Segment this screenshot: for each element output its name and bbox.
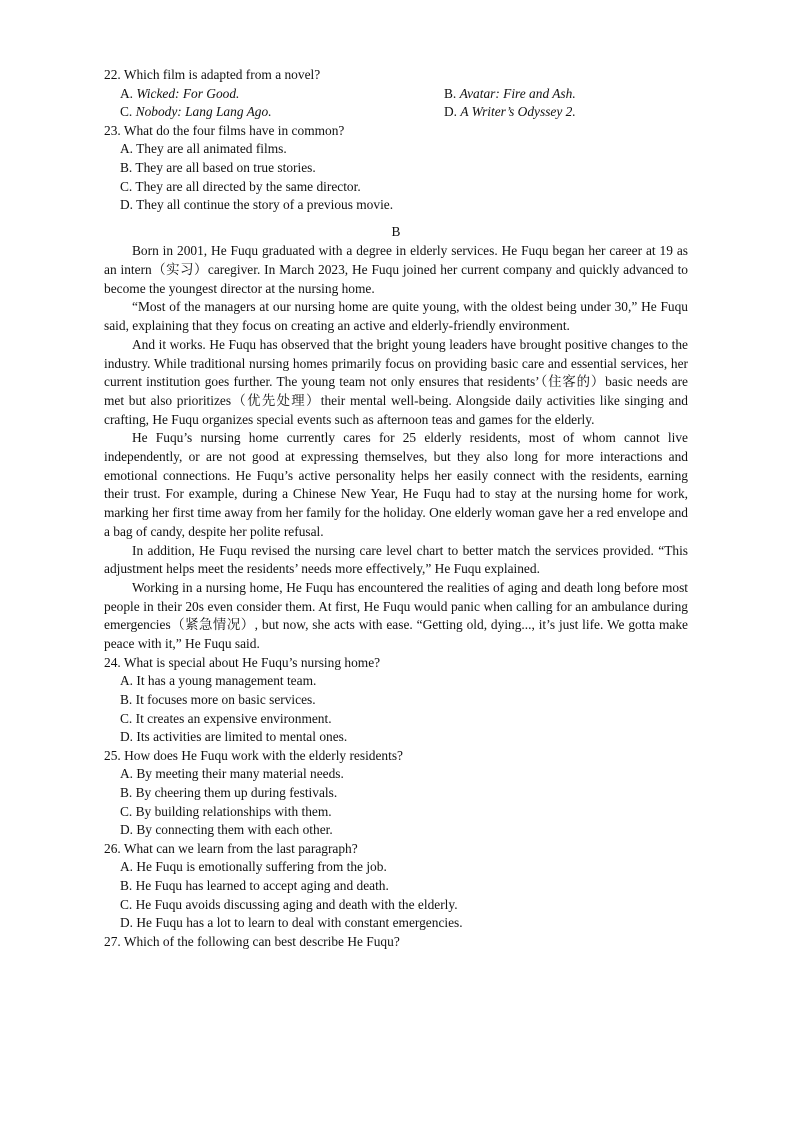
question-23-option-d[interactable]: D. They all continue the story of a previous movie. xyxy=(120,197,394,213)
question-24-option-d[interactable]: D. Its activities are limited to mental ones. xyxy=(120,729,348,745)
question-26-option-b[interactable]: B. He Fuqu has learned to accept aging and death. xyxy=(120,877,389,893)
question-24-option-b[interactable]: B. It focuses more on basic services. xyxy=(120,692,316,707)
question-26-option-d[interactable]: D. He Fuqu has a lot to learn to deal with constant emergencies. xyxy=(120,915,463,931)
passage-paragraph: Working in a nursing home, He Fuqu has encountered the realities of aging and death long before most people in their 20s even consider them. At first, He Fuqu would panic when calling for an ambulance during emergencies（紧急情况）, but now, she acts with ease. “Getting old, dying..., it’s just life. We gotta make peace with it,” He Fuqu said. xyxy=(104,580,688,652)
question-24-option-c[interactable]: C. It creates an expensive environment. xyxy=(120,710,332,726)
question-23-option-a[interactable]: A. They are all animated films. xyxy=(120,141,287,157)
question-22-option-a[interactable]: A. Wicked: For Good. xyxy=(120,85,240,101)
passage-paragraph: In addition, He Fuqu revised the nursing care level chart to better match the services provided. “This adjustment helps meet the residents’ needs more effectively,” He Fuqu explained. xyxy=(104,542,688,577)
exam-page xyxy=(104,66,688,951)
question-23-option-b[interactable]: B. They are all based on true stories. xyxy=(120,159,316,175)
question-22-option-d[interactable]: D. A Writer’s Odyssey 2. xyxy=(444,104,576,120)
question-26-stem: 26. What can we learn from the last paragraph? xyxy=(104,840,358,856)
question-25-option-d[interactable]: D. By connecting them with each other. xyxy=(120,822,333,838)
question-25-stem: 25. How does He Fuqu work with the elderly residents? xyxy=(104,747,404,763)
option-c-title: Nobody: Lang Lang Ago. xyxy=(135,104,272,120)
question-25-option-b[interactable]: B. By cheering them up during festivals. xyxy=(120,784,338,800)
passage-paragraph: “Most of the managers at our nursing home are quite young, with the oldest being under 30,” He Fuqu said, explaining that they focus on creating an active and elderly-friendly environment. xyxy=(104,299,688,334)
question-23-option-c[interactable]: C. They are all directed by the same director. xyxy=(120,178,361,194)
question-22-stem: 22. Which film is adapted from a novel? xyxy=(104,67,321,82)
passage-paragraph: Born in 2001, He Fuqu graduated with a degree in elderly services. He Fuqu began her career at 19 as an intern（实习）caregiver. In March 2023, He Fuqu joined her current company and quickly advanced to become the youngest director at the nursing home. xyxy=(104,243,688,296)
question-22-option-b[interactable]: B. Avatar: Fire and Ash. xyxy=(444,85,576,101)
question-25-option-a[interactable]: A. By meeting their many material needs. xyxy=(120,766,344,782)
section-b-title: B xyxy=(391,223,401,239)
question-26-option-c[interactable]: C. He Fuqu avoids discussing aging and death with the elderly. xyxy=(120,896,458,912)
question-22-option-c[interactable]: C. Nobody: Lang Lang Ago. xyxy=(120,104,272,120)
passage-paragraph: And it works. He Fuqu has observed that the bright young leaders have brought positive changes to the industry. While traditional nursing homes primarily focus on providing basic care and essential services, her current institution goes further. The young team not only ensures that residents’（住客的）basic needs are met but also prioritizes（优先处理）their mental well-being. Alongside daily activities like singing and crafting, He Fuqu organizes special events such as afternoon teas and games for the elderly. xyxy=(104,336,688,427)
question-24-option-a[interactable]: A. It has a young management team. xyxy=(120,673,317,689)
question-27-stem: 27. Which of the following can best describe He Fuqu? xyxy=(104,933,400,949)
question-26-option-a[interactable]: A. He Fuqu is emotionally suffering from the job. xyxy=(120,859,387,875)
option-b-title: Avatar: Fire and Ash. xyxy=(459,85,576,101)
question-23-stem: 23. What do the four films have in common? xyxy=(104,122,345,138)
question-22-options xyxy=(104,85,688,122)
question-24-stem: 24. What is special about He Fuqu’s nursing home? xyxy=(104,654,381,670)
option-a-title: Wicked: For Good. xyxy=(136,85,240,101)
passage-paragraph: He Fuqu’s nursing home currently cares for 25 elderly residents, most of whom cannot live independently, or are not good at expressing themselves, but they also long for more interactions and emotional connections. He Fuqu’s active personality helps her easily connect with the residents, earning their trust. For example, during a Chinese New Year, He Fuqu had to stay at the nursing home for work, marking her first time away from her family for the holiday. One elderly woman gave her a red envelope and a bag of candy, despite her polite refusal. xyxy=(104,430,688,539)
option-d-title: A Writer’s Odyssey 2. xyxy=(460,104,576,120)
question-25-option-c[interactable]: C. By building relationships with them. xyxy=(120,803,332,819)
